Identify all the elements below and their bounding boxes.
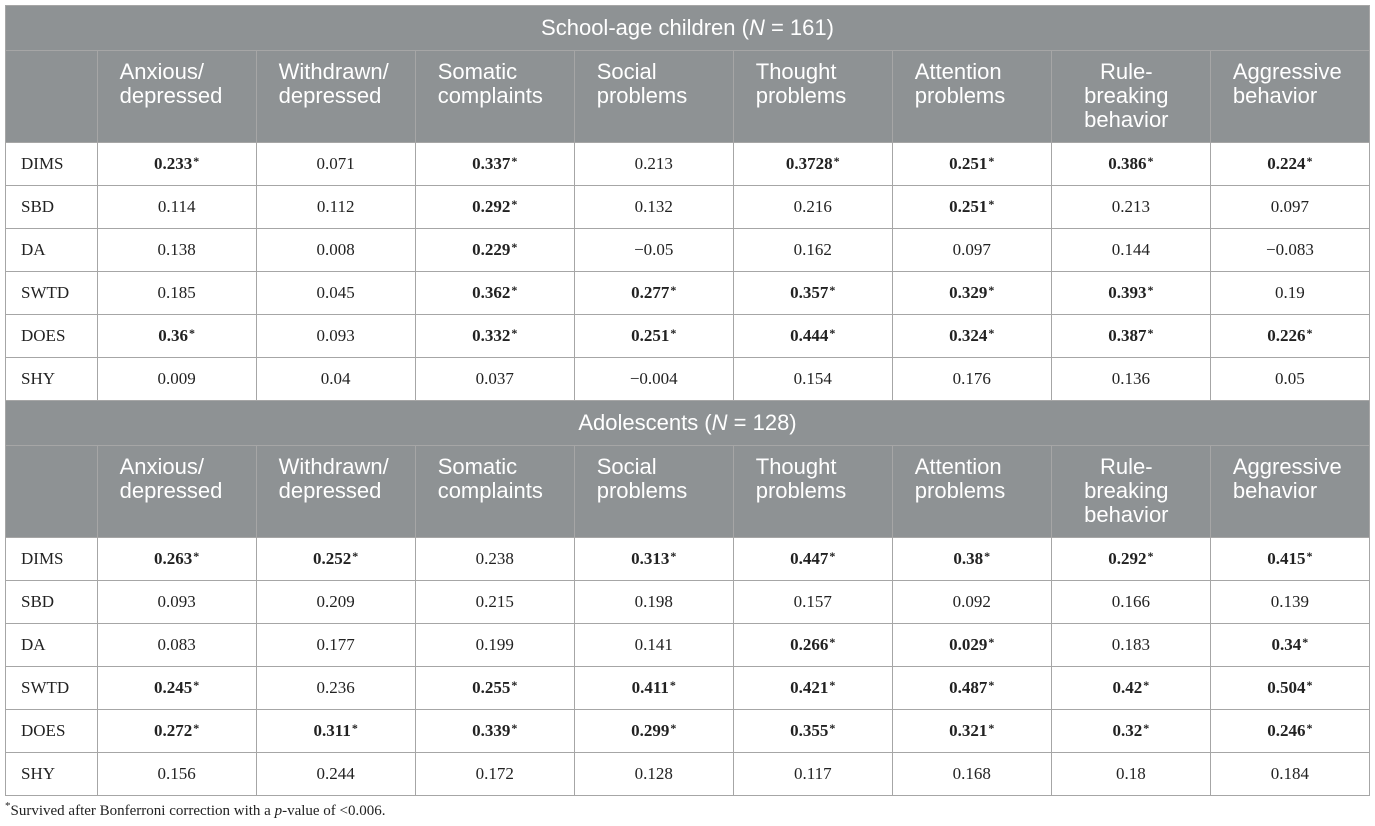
table-row (6, 186, 1370, 229)
table-cell: 0.097 (892, 229, 1051, 272)
table-cell: 0.045 (256, 272, 415, 315)
column-header-label: Aggressive behavior (1232, 59, 1342, 108)
table-cell: 0.357 * (733, 272, 892, 315)
table-cell: 0.332 * (415, 315, 574, 358)
table-cell: 0.238 (415, 538, 574, 581)
table-cell: 0.008 (256, 229, 415, 272)
table-cell: 0.245 * (97, 667, 256, 710)
table-cell: 0.487 * (892, 667, 1051, 710)
table-cell: 0.3728 * (733, 143, 892, 186)
header-corner (6, 446, 98, 538)
table-cell: 0.139 (1210, 581, 1369, 624)
table-cell: 0.38 * (892, 538, 1051, 581)
column-header-label: Thought problems (755, 454, 847, 503)
section-title (6, 401, 1370, 446)
column-header (256, 51, 415, 143)
table-cell: 0.337 * (415, 143, 574, 186)
table-cell: 0.097 (1210, 186, 1369, 229)
table-cell: 0.18 (1051, 753, 1210, 796)
column-header-label: Social problems (596, 59, 688, 108)
table-row (6, 538, 1370, 581)
table-cell: 0.009 (97, 358, 256, 401)
column-header (1210, 446, 1369, 538)
table-cell: 0.199 (415, 624, 574, 667)
table-cell: 0.313 * (574, 538, 733, 581)
table-cell: 0.215 (415, 581, 574, 624)
column-header (97, 446, 256, 538)
section-title-pre: School-age children ( (541, 15, 749, 40)
table-cell: 0.093 (256, 315, 415, 358)
column-header-label: Somatic complaints (437, 454, 543, 503)
table-cell: 0.112 (256, 186, 415, 229)
footnote-p-italic: p (274, 803, 283, 819)
table-cell: 0.246 * (1210, 710, 1369, 753)
row-label: SBD (6, 186, 98, 229)
row-label: DIMS (6, 538, 98, 581)
table-cell: 0.04 (256, 358, 415, 401)
row-label: DOES (6, 710, 98, 753)
correlation-table (5, 5, 1370, 796)
table-cell: 0.255 * (415, 667, 574, 710)
table-cell: 0.162 (733, 229, 892, 272)
table-cell: 0.355 * (733, 710, 892, 753)
table-cell: 0.311 * (256, 710, 415, 753)
table-cell: 0.229 * (415, 229, 574, 272)
table-cell: 0.19 (1210, 272, 1369, 315)
column-header (1051, 446, 1210, 538)
row-label: DA (6, 229, 98, 272)
row-label: SWTD (6, 667, 98, 710)
footnote (5, 800, 386, 820)
section-title-pre: Adolescents ( (578, 410, 712, 435)
table-cell: 0.224 * (1210, 143, 1369, 186)
column-header-label: Anxious/ depressed (119, 59, 223, 108)
footnote-text-post: -value of <0.006. (282, 803, 386, 819)
column-header-label: Aggressive behavior (1232, 454, 1342, 503)
table-cell: 0.386 * (1051, 143, 1210, 186)
table-cell: 0.093 (97, 581, 256, 624)
column-header-label: Withdrawn/ depressed (278, 454, 389, 503)
table-cell: 0.421 * (733, 667, 892, 710)
table-cell: 0.157 (733, 581, 892, 624)
table-cell: 0.198 (574, 581, 733, 624)
table-cell: 0.321 * (892, 710, 1051, 753)
table-row (6, 229, 1370, 272)
row-label: SHY (6, 753, 98, 796)
column-header (574, 51, 733, 143)
table-cell: 0.36 * (97, 315, 256, 358)
table-cell: 0.393 * (1051, 272, 1210, 315)
table-cell: 0.251 * (892, 186, 1051, 229)
table-cell: −0.05 (574, 229, 733, 272)
column-header-row (6, 51, 1370, 143)
table-cell: 0.42 * (1051, 667, 1210, 710)
table-cell: 0.444 * (733, 315, 892, 358)
table-row (6, 358, 1370, 401)
table-cell: 0.172 (415, 753, 574, 796)
table-cell: −0.004 (574, 358, 733, 401)
table-cell: 0.168 (892, 753, 1051, 796)
table-row (6, 624, 1370, 667)
table-cell: 0.339 * (415, 710, 574, 753)
column-header (574, 446, 733, 538)
table-row (6, 710, 1370, 753)
section-title (6, 6, 1370, 51)
table-row (6, 143, 1370, 186)
row-label: SHY (6, 358, 98, 401)
table-cell: 0.272 * (97, 710, 256, 753)
table-row (6, 272, 1370, 315)
table-cell: 0.156 (97, 753, 256, 796)
column-header (97, 51, 256, 143)
table-cell: 0.128 (574, 753, 733, 796)
table-cell: 0.114 (97, 186, 256, 229)
row-label: DIMS (6, 143, 98, 186)
table-cell: 0.184 (1210, 753, 1369, 796)
table-cell: 0.324 * (892, 315, 1051, 358)
table-cell: 0.263 * (97, 538, 256, 581)
column-header (1051, 51, 1210, 143)
table-cell: 0.252 * (256, 538, 415, 581)
table-cell: 0.141 (574, 624, 733, 667)
column-header (415, 446, 574, 538)
column-header (1210, 51, 1369, 143)
table-cell: 0.117 (733, 753, 892, 796)
table-cell: 0.166 (1051, 581, 1210, 624)
column-header (892, 51, 1051, 143)
table-cell: 0.299 * (574, 710, 733, 753)
table-cell: 0.092 (892, 581, 1051, 624)
table-cell: 0.411 * (574, 667, 733, 710)
footnote-text-pre: Survived after Bonferroni correction with a (10, 803, 275, 819)
column-header-label: Rule- breaking behavior (1084, 59, 1169, 132)
table-cell: 0.144 (1051, 229, 1210, 272)
section-title-row (6, 6, 1370, 51)
table-cell: 0.176 (892, 358, 1051, 401)
column-header-label: Withdrawn/ depressed (278, 59, 389, 108)
table-cell: 0.216 (733, 186, 892, 229)
column-header-label: Attention problems (914, 59, 1006, 108)
column-header-label: Somatic complaints (437, 59, 543, 108)
table-cell: 0.362 * (415, 272, 574, 315)
table-cell: 0.292 * (415, 186, 574, 229)
table-cell: 0.236 (256, 667, 415, 710)
table-cell: 0.387 * (1051, 315, 1210, 358)
table-cell: 0.277 * (574, 272, 733, 315)
table-cell: 0.504 * (1210, 667, 1369, 710)
table-row (6, 753, 1370, 796)
table-cell: 0.071 (256, 143, 415, 186)
column-header-label: Anxious/ depressed (119, 454, 223, 503)
section-title-post: = 161) (764, 15, 834, 40)
section-title-post: = 128) (727, 410, 797, 435)
table-container (5, 5, 1370, 796)
table-cell: 0.226 * (1210, 315, 1369, 358)
table-cell: 0.251 * (892, 143, 1051, 186)
table-cell: 0.083 (97, 624, 256, 667)
table-cell: 0.329 * (892, 272, 1051, 315)
row-label: DOES (6, 315, 98, 358)
column-header (733, 446, 892, 538)
column-header-label: Social problems (596, 454, 688, 503)
section-title-n: N (711, 410, 728, 435)
footnote-marker: * (5, 800, 11, 812)
table-cell: 0.213 (574, 143, 733, 186)
table-cell: 0.266 * (733, 624, 892, 667)
row-label: SWTD (6, 272, 98, 315)
column-header-label: Rule- breaking behavior (1084, 454, 1169, 527)
table-cell: 0.037 (415, 358, 574, 401)
table-cell: 0.177 (256, 624, 415, 667)
table-row (6, 315, 1370, 358)
column-header (733, 51, 892, 143)
table-cell: 0.185 (97, 272, 256, 315)
table-cell: 0.136 (1051, 358, 1210, 401)
table-cell: 0.233 * (97, 143, 256, 186)
table-cell: 0.209 (256, 581, 415, 624)
table-row (6, 581, 1370, 624)
table-cell: 0.154 (733, 358, 892, 401)
header-corner (6, 51, 98, 143)
table-cell: −0.083 (1210, 229, 1369, 272)
table-cell: 0.244 (256, 753, 415, 796)
table-row (6, 667, 1370, 710)
table-cell: 0.213 (1051, 186, 1210, 229)
column-header (415, 51, 574, 143)
table-cell: 0.447 * (733, 538, 892, 581)
column-header-row (6, 446, 1370, 538)
table-cell: 0.415 * (1210, 538, 1369, 581)
row-label: SBD (6, 581, 98, 624)
table-cell: 0.292 * (1051, 538, 1210, 581)
section-title-row (6, 401, 1370, 446)
table-cell: 0.05 (1210, 358, 1369, 401)
table-cell: 0.251 * (574, 315, 733, 358)
column-header-label: Attention problems (914, 454, 1006, 503)
table-cell: 0.34 * (1210, 624, 1369, 667)
column-header (892, 446, 1051, 538)
column-header-label: Thought problems (755, 59, 847, 108)
table-cell: 0.32 * (1051, 710, 1210, 753)
column-header (256, 446, 415, 538)
table-cell: 0.138 (97, 229, 256, 272)
table-cell: 0.029 * (892, 624, 1051, 667)
section-title-n: N (748, 15, 765, 40)
row-label: DA (6, 624, 98, 667)
table-cell: 0.132 (574, 186, 733, 229)
table-cell: 0.183 (1051, 624, 1210, 667)
